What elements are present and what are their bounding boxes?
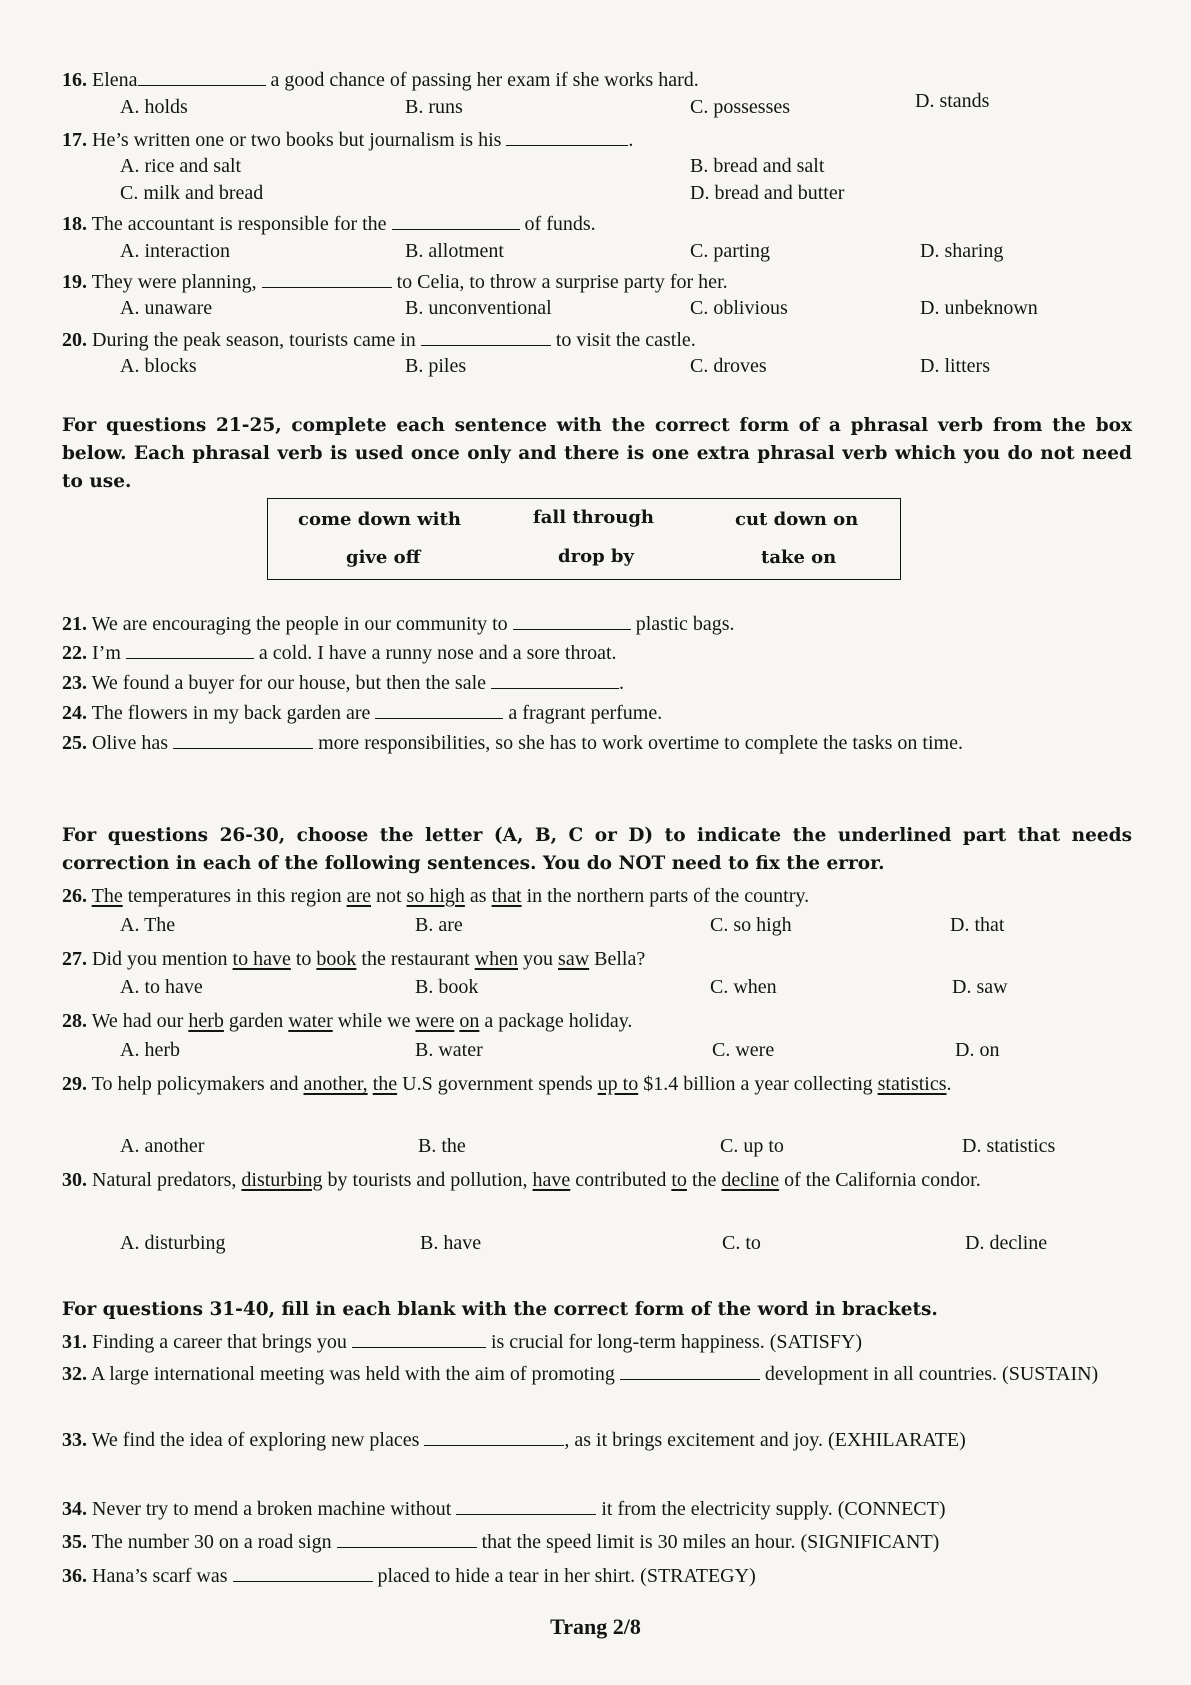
question-28: 28. We had our herb garden water while we were on a package holiday. bbox=[62, 1010, 633, 1032]
option-c[interactable]: C. to bbox=[722, 1232, 761, 1254]
answer-blank[interactable] bbox=[421, 327, 551, 346]
answer-blank[interactable] bbox=[456, 1496, 596, 1515]
underlined-part-d: that bbox=[491, 885, 522, 907]
question-25: 25. Olive has more responsibilities, so she has to work overtime to complete the tasks on time. bbox=[62, 732, 963, 754]
option-b[interactable]: B. unconventional bbox=[405, 297, 552, 319]
underlined-part-b: the bbox=[372, 1073, 398, 1095]
underlined-part-b: book bbox=[316, 948, 357, 970]
answer-blank[interactable] bbox=[392, 211, 520, 230]
option-a[interactable]: A. another bbox=[120, 1135, 205, 1157]
option-c[interactable]: C. up to bbox=[720, 1135, 784, 1157]
option-a[interactable]: A. to have bbox=[120, 976, 203, 998]
answer-blank[interactable] bbox=[375, 700, 503, 719]
question-19: 19. They were planning, to Celia, to throw a surprise party for her. bbox=[62, 271, 728, 293]
option-a[interactable]: A. rice and salt bbox=[120, 155, 242, 177]
answer-blank[interactable] bbox=[620, 1361, 760, 1380]
option-d[interactable]: D. bread and butter bbox=[690, 182, 845, 204]
option-d[interactable]: D. litters bbox=[920, 355, 990, 377]
answer-blank[interactable] bbox=[513, 611, 631, 630]
answer-blank[interactable] bbox=[138, 67, 266, 86]
option-b[interactable]: B. runs bbox=[405, 96, 463, 118]
option-c[interactable]: C. parting bbox=[690, 240, 770, 262]
question-35: 35. The number 30 on a road sign that the speed limit is 30 miles an hour. (SIGNIFICANT) bbox=[62, 1531, 940, 1553]
option-d[interactable]: D. sharing bbox=[920, 240, 1004, 262]
option-b[interactable]: B. piles bbox=[405, 355, 467, 377]
option-b[interactable]: B. water bbox=[415, 1039, 483, 1061]
phrasal-verb: give off bbox=[346, 547, 421, 568]
option-d[interactable]: D. statistics bbox=[962, 1135, 1056, 1157]
answer-blank[interactable] bbox=[352, 1329, 486, 1348]
question-29: 29. To help policymakers and another, the U.S government spends up to $1.4 billion a year collecting statistics. bbox=[62, 1073, 952, 1095]
phrasal-verb-box bbox=[267, 498, 901, 580]
underlined-part-b: are bbox=[346, 885, 371, 907]
option-a[interactable]: A. The bbox=[120, 914, 176, 936]
option-c[interactable]: C. possesses bbox=[690, 96, 791, 118]
option-c[interactable]: C. were bbox=[712, 1039, 775, 1061]
option-d[interactable]: D. stands bbox=[915, 90, 990, 112]
underlined-part-d: statistics bbox=[877, 1073, 947, 1095]
question-18: 18. The accountant is responsible for the of funds. bbox=[62, 213, 596, 235]
phrasal-verb: fall through bbox=[533, 507, 654, 528]
underlined-part-d: on bbox=[459, 1010, 480, 1032]
underlined-part-c: up to bbox=[597, 1073, 639, 1095]
option-a[interactable]: A. holds bbox=[120, 96, 188, 118]
option-d[interactable]: D. on bbox=[955, 1039, 1000, 1061]
question-36: 36. Hana’s scarf was placed to hide a tear in her shirt. (STRATEGY) bbox=[62, 1565, 756, 1587]
option-b[interactable]: B. have bbox=[420, 1232, 482, 1254]
question-33: 33. We find the idea of exploring new places , as it brings excitement and joy. (EXHILARATE) bbox=[62, 1429, 966, 1451]
phrasal-verb: cut down on bbox=[735, 509, 859, 530]
question-27: 27. Did you mention to have to book the restaurant when you saw Bella? bbox=[62, 948, 646, 970]
underlined-part-c: when bbox=[474, 948, 519, 970]
answer-blank[interactable] bbox=[262, 269, 392, 288]
option-a[interactable]: A. blocks bbox=[120, 355, 197, 377]
underlined-part-b: have bbox=[532, 1169, 571, 1191]
answer-blank[interactable] bbox=[233, 1563, 373, 1582]
option-c[interactable]: C. droves bbox=[690, 355, 767, 377]
options-29 bbox=[120, 1135, 1100, 1163]
option-d[interactable]: D. unbeknown bbox=[920, 297, 1038, 319]
options-27 bbox=[120, 976, 1100, 1004]
page-number: Trang 2/8 bbox=[550, 1614, 641, 1639]
option-a[interactable]: A. disturbing bbox=[120, 1232, 226, 1254]
instruction-26-30: For questions 26-30, choose the letter (A, B, C or D) to indicate the underlined part that needs correction in each of the following sentences. You do NOT need to fix the error. bbox=[62, 825, 1132, 874]
option-d[interactable]: D. decline bbox=[965, 1232, 1048, 1254]
options-28 bbox=[120, 1039, 1100, 1067]
underlined-part-a: The bbox=[91, 885, 123, 907]
underlined-part-a: herb bbox=[188, 1010, 224, 1032]
options-16 bbox=[120, 90, 1100, 124]
options-26 bbox=[120, 914, 1100, 942]
option-d[interactable]: D. saw bbox=[952, 976, 1008, 998]
underlined-part-a: another, bbox=[303, 1073, 368, 1095]
question-21: 21. We are encouraging the people in our community to plastic bags. bbox=[62, 613, 735, 635]
instruction-21-25: For questions 21-25, complete each sentence with the correct form of a phrasal verb from the box below. Each phrasal verb is used once only and there is one extra phrasal verb which you do not need to use. bbox=[62, 415, 1132, 492]
underlined-part-a: to have bbox=[232, 948, 291, 970]
phrasal-verb: take on bbox=[761, 547, 837, 568]
options-17-row2 bbox=[120, 182, 1100, 210]
option-b[interactable]: B. book bbox=[415, 976, 479, 998]
answer-blank[interactable] bbox=[506, 127, 628, 146]
answer-blank[interactable] bbox=[424, 1427, 564, 1446]
question-20: 20. During the peak season, tourists came in to visit the castle. bbox=[62, 329, 696, 351]
option-c[interactable]: C. oblivious bbox=[690, 297, 788, 319]
question-16: 16. Elena a good chance of passing her exam if she works hard. bbox=[62, 69, 699, 91]
question-26: 26. The temperatures in this region are not so high as that in the northern parts of the country. bbox=[62, 885, 810, 907]
options-18 bbox=[120, 240, 1100, 268]
option-b[interactable]: B. the bbox=[418, 1135, 466, 1157]
answer-blank[interactable] bbox=[491, 670, 619, 689]
option-c[interactable]: C. so high bbox=[710, 914, 792, 936]
options-20 bbox=[120, 355, 1100, 383]
option-c[interactable]: C. when bbox=[710, 976, 777, 998]
answer-blank[interactable] bbox=[173, 730, 313, 749]
instruction-31-40: For questions 31-40, fill in each blank with the correct form of the word in brackets. bbox=[62, 1299, 938, 1320]
phrasal-verb: come down with bbox=[298, 509, 461, 530]
option-a[interactable]: A. unaware bbox=[120, 297, 213, 319]
underlined-part-c: to bbox=[671, 1169, 687, 1191]
question-31: 31. Finding a career that brings you is crucial for long-term happiness. (SATISFY) bbox=[62, 1331, 862, 1353]
underlined-part-d: saw bbox=[558, 948, 590, 970]
question-32: 32. A large international meeting was held with the aim of promoting development in all countries. (SUSTAIN) bbox=[62, 1363, 1099, 1385]
answer-blank[interactable] bbox=[126, 640, 254, 659]
options-19 bbox=[120, 297, 1100, 325]
question-24: 24. The flowers in my back garden are a fragrant perfume. bbox=[62, 702, 663, 724]
question-34: 34. Never try to mend a broken machine without it from the electricity supply. (CONNECT) bbox=[62, 1498, 946, 1520]
question-22: 22. I’m a cold. I have a runny nose and a sore throat. bbox=[62, 642, 617, 664]
option-c[interactable]: C. milk and bread bbox=[120, 182, 264, 204]
option-b[interactable]: B. are bbox=[415, 914, 463, 936]
underlined-part-c: so high bbox=[406, 885, 465, 907]
question-23: 23. We found a buyer for our house, but then the sale . bbox=[62, 672, 625, 694]
underlined-part-d: decline bbox=[721, 1169, 780, 1191]
option-d[interactable]: D. that bbox=[950, 914, 1005, 936]
underlined-part-b: water bbox=[288, 1010, 333, 1032]
question-30: 30. Natural predators, disturbing by tourists and pollution, have contributed to the decline of the California condor. bbox=[62, 1169, 981, 1191]
answer-blank[interactable] bbox=[337, 1529, 477, 1548]
option-b[interactable]: B. bread and salt bbox=[690, 155, 825, 177]
option-b[interactable]: B. allotment bbox=[405, 240, 504, 262]
phrasal-verb: drop by bbox=[558, 546, 634, 567]
underlined-part-a: disturbing bbox=[241, 1169, 323, 1191]
option-a[interactable]: A. interaction bbox=[120, 240, 230, 262]
question-17: 17. He’s written one or two books but journalism is his . bbox=[62, 129, 634, 151]
underlined-part-c: were bbox=[415, 1010, 455, 1032]
option-a[interactable]: A. herb bbox=[120, 1039, 180, 1061]
options-17-row1 bbox=[120, 155, 1100, 183]
options-30 bbox=[120, 1232, 1100, 1260]
